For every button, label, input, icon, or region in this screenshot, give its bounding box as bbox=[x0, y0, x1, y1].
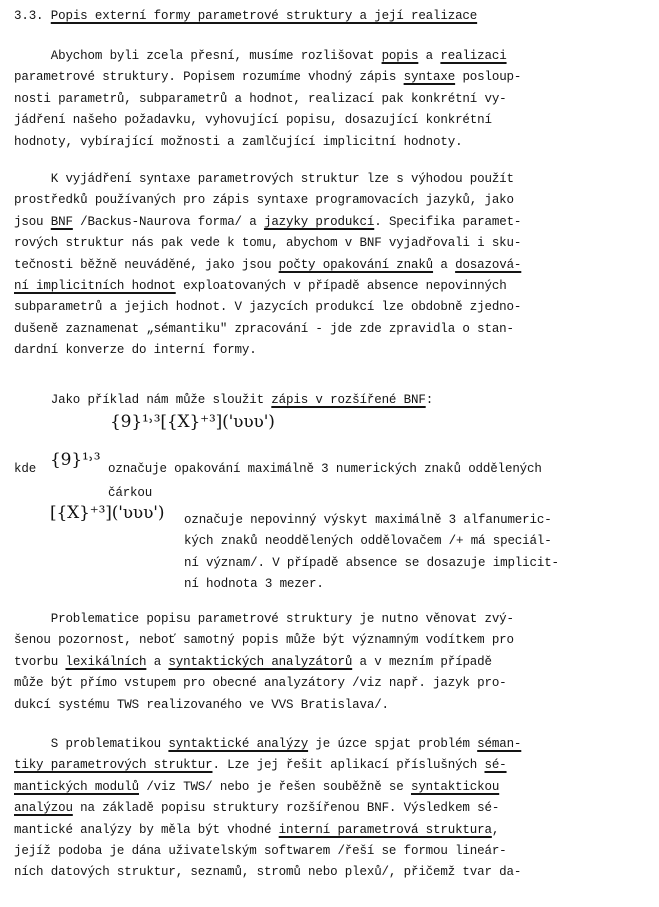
paragraph-3-line: tvorbu lexikálních a syntaktických analyzátorů a v mezním případě bbox=[14, 654, 492, 669]
term-1-description: označuje opakování maximálně 3 numerických znaků oddělených bbox=[108, 462, 542, 476]
paragraph-2-line: ní implicitních hodnot exploatovaných v případě absence nepovinných bbox=[14, 279, 507, 293]
formula-term-1: {9}¹˒³ bbox=[50, 450, 101, 470]
paragraph-4-line: ních datových struktur, seznamů, stromů nebo plexů/, přičemž tvar da- bbox=[14, 865, 522, 880]
term-2-description: kých znaků neoddělených oddělovačem /+ má speciál- bbox=[184, 534, 552, 549]
paragraph-3-line: dukcí systému TWS realizovaného ve VVS Bratislava/. bbox=[14, 697, 389, 712]
paragraph-4-line: analýzou na základě popisu struktury rozšířenou BNF. Výsledkem sé- bbox=[14, 801, 500, 816]
paragraph-1-line: Abychom byli zcela přesní, musíme rozlišovat popis a realizaci bbox=[14, 49, 507, 63]
term-2-description: ní hodnota 3 mezer. bbox=[184, 577, 324, 592]
paragraph-1-line: hodnoty, vybírající možnosti a zamlčující implicitní hodnoty. bbox=[14, 134, 463, 149]
paragraph-4-line: tiky parametrových struktur. Lze jej řešit aplikací příslušných sé- bbox=[14, 758, 507, 773]
paragraph-2-line: jsou BNF /Backus-Naurova forma/ a jazyky produkcí. Specifika paramet- bbox=[14, 214, 522, 229]
formula-term-2: [{X}⁺³]('ʋʋʋ') bbox=[50, 503, 165, 523]
paragraph-4-line: mantické analýzy by měla být vhodné interní parametrová struktura, bbox=[14, 822, 500, 837]
formula-display: {9}¹˒³[{X}⁺³]('ʋʋʋ') bbox=[110, 412, 275, 432]
paragraph-2-line: dušeně zaznamenat „sémantiku" zpracování - jde zde zpravidla o stan- bbox=[14, 321, 514, 336]
paragraph-2-line: rových struktur nás pak vede k tomu, abychom v BNF vyjadřovali i sku- bbox=[14, 236, 522, 251]
paragraph-2-line: tečnosti běžně neuváděné, jako jsou počty opakování znaků a dosazová- bbox=[14, 257, 522, 272]
term-2-description: označuje nepovinný výskyt maximálně 3 alfanumeric- bbox=[184, 513, 552, 527]
paragraph-1-line: parametrové struktury. Popisem rozumíme vhodný zápis syntaxe posloup- bbox=[14, 70, 522, 85]
example-intro: Jako příklad nám může sloužit zápis v rozšířené BNF: bbox=[14, 393, 434, 407]
section-title: Popis externí formy parametrové struktury a její realizace bbox=[50, 9, 478, 23]
paragraph-4-line: jejíž podoba je dána uživatelským softwarem /řeší se formou lineár- bbox=[14, 844, 507, 858]
paragraph-3-line: šenou pozornost, neboť samotný popis může být významným vodítkem pro bbox=[14, 633, 514, 648]
paragraph-2-line: subparametrů a jejich hodnot. V jazycích produkcí lze obdobně zjedno- bbox=[14, 300, 522, 315]
paragraph-1-line: jádření našeho požadavku, vyhovující popisu, dosazující konkrétní bbox=[14, 113, 492, 128]
paragraph-4-line: mantických modulů /viz TWS/ nebo je řešen souběžně se syntaktickou bbox=[14, 779, 500, 794]
paragraph-2-line: K vyjádření syntaxe parametrových struktur lze s výhodou použít bbox=[14, 172, 514, 186]
paragraph-2-line: dardní konverze do interní formy. bbox=[14, 343, 257, 358]
term-1-description-cont: čárkou bbox=[108, 486, 153, 500]
paragraph-4-line: S problematikou syntaktické analýzy je úzce spjat problém séman- bbox=[14, 737, 522, 751]
section-number: 3.3. bbox=[14, 9, 51, 23]
term-2-description: ní význam/. V případě absence se dosazuje implicit- bbox=[184, 555, 559, 570]
paragraph-2-line: prostředků používaných pro zápis syntaxe programovacích jazyků, jako bbox=[14, 193, 514, 208]
kde-label: kde bbox=[14, 462, 37, 476]
paragraph-3-line: Problematice popisu parametrové struktury je nutno věnovat zvý- bbox=[14, 612, 514, 626]
paragraph-3-line: může být přímo vstupem pro obecné analyzátory /viz např. jazyk pro- bbox=[14, 676, 507, 691]
section-heading bbox=[14, 10, 477, 23]
paragraph-1-line: nosti parametrů, subparametrů a hodnot, realizací pak konkrétní vy- bbox=[14, 91, 507, 106]
